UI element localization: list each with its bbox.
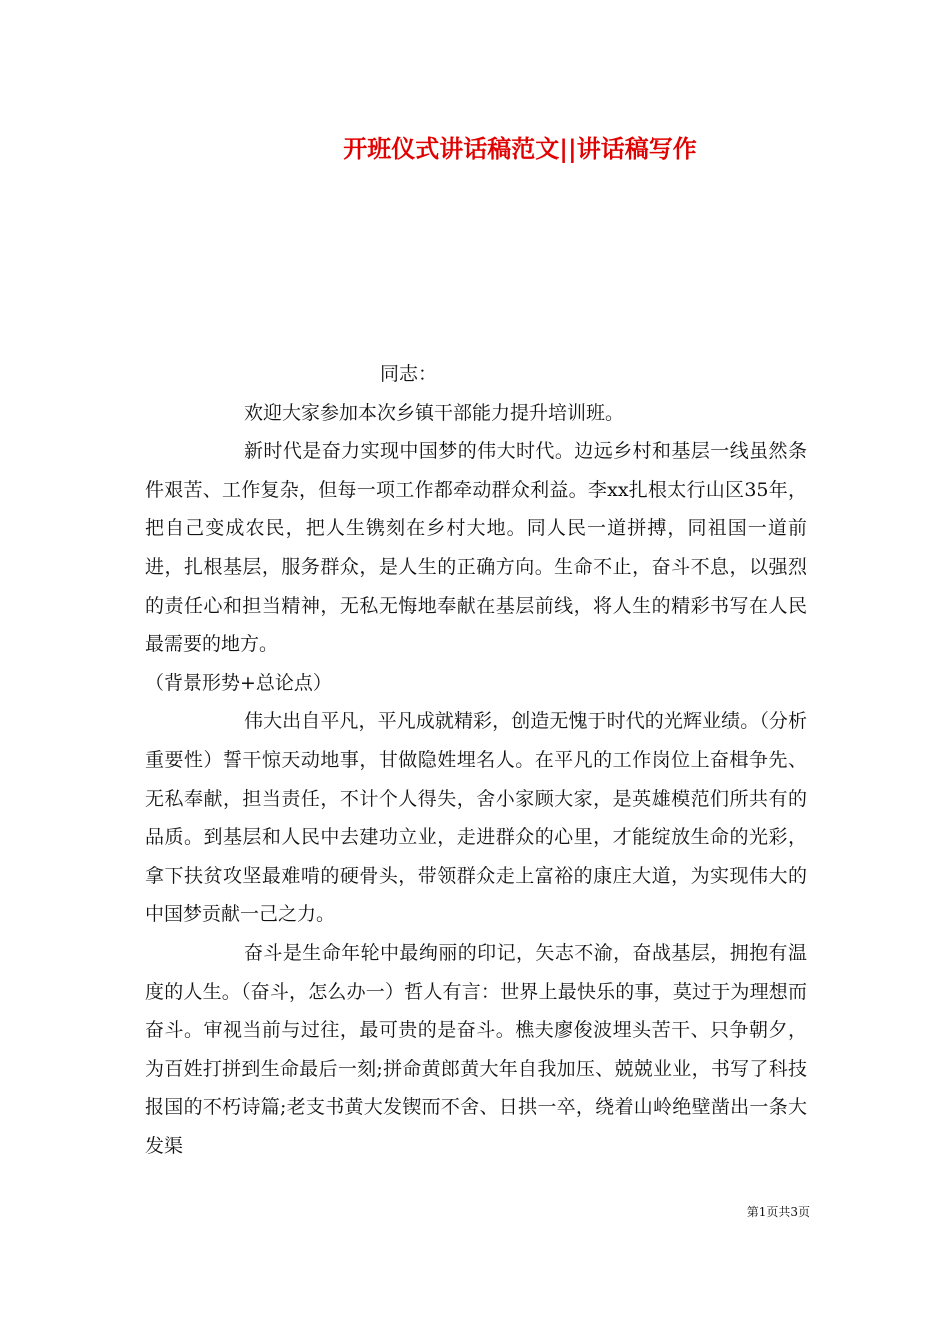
page-title: 开班仪式讲话稿范文||讲话稿写作 [343,134,697,163]
paragraph-welcome: 欢迎大家参加本次乡镇干部能力提升培训班。 [244,401,625,424]
paragraph-greatness: 伟大出自平凡，平凡成就精彩，创造无愧于时代的光辉业绩。（分析重要性）誓干惊天动地事，甘做隐姓埋名人。在平凡的工作岗位上奋楫争先、无私奉献，担当责任，不计个人得失，舍小家顾大家，是英雄模范们所共有的品质。到基层和人民中去建功立业，走进群众的心里，才能绽放生命的光彩，拿下扶贫攻坚最难啃的硬骨头，带领群众走上富裕的康庄大道，为实现伟大的中国梦贡献一己之力。 [145,710,807,926]
salutation: 同志： [380,363,438,385]
paragraph-struggle: 奋斗是生命年轮中最绚丽的印记，矢志不渝，奋战基层，拥抱有温度的人生。（奋斗，怎么办一）哲人有言：世界上最快乐的事，莫过于为理想而奋斗。审视当前与过往，最可贵的是奋斗。樵夫廖俊波埋头苦干、只争朝夕，为百姓打拼到生命最后一刻;拼命黄郎黄大年自我加压、兢兢业业，书写了科技报国的不朽诗篇;老支书黄大发锲而不舍、日拱一卒，绕着山岭绝壁凿出一条大发渠 [145,941,807,1157]
paragraph-new-era: 新时代是奋力实现中国梦的伟大时代。边远乡村和基层一线虽然条件艰苦、工作复杂，但每一项工作都牵动群众利益。李xx扎根太行山区35年，把自己变成农民，把人生镌刻在乡村大地。同人民一道拼搏，同祖国一道前进，扎根基层，服务群众，是人生的正确方向。生命不止，奋斗不息，以强烈的责任心和担当精神，无私无悔地奉献在基层前线，将人生的精彩书写在人民最需要的地方。 [145,440,807,656]
page-footer: 第1页共3页 [746,1205,810,1219]
paragraph-note: （背景形势+总论点） [145,671,332,694]
document-body [145,355,807,1165]
